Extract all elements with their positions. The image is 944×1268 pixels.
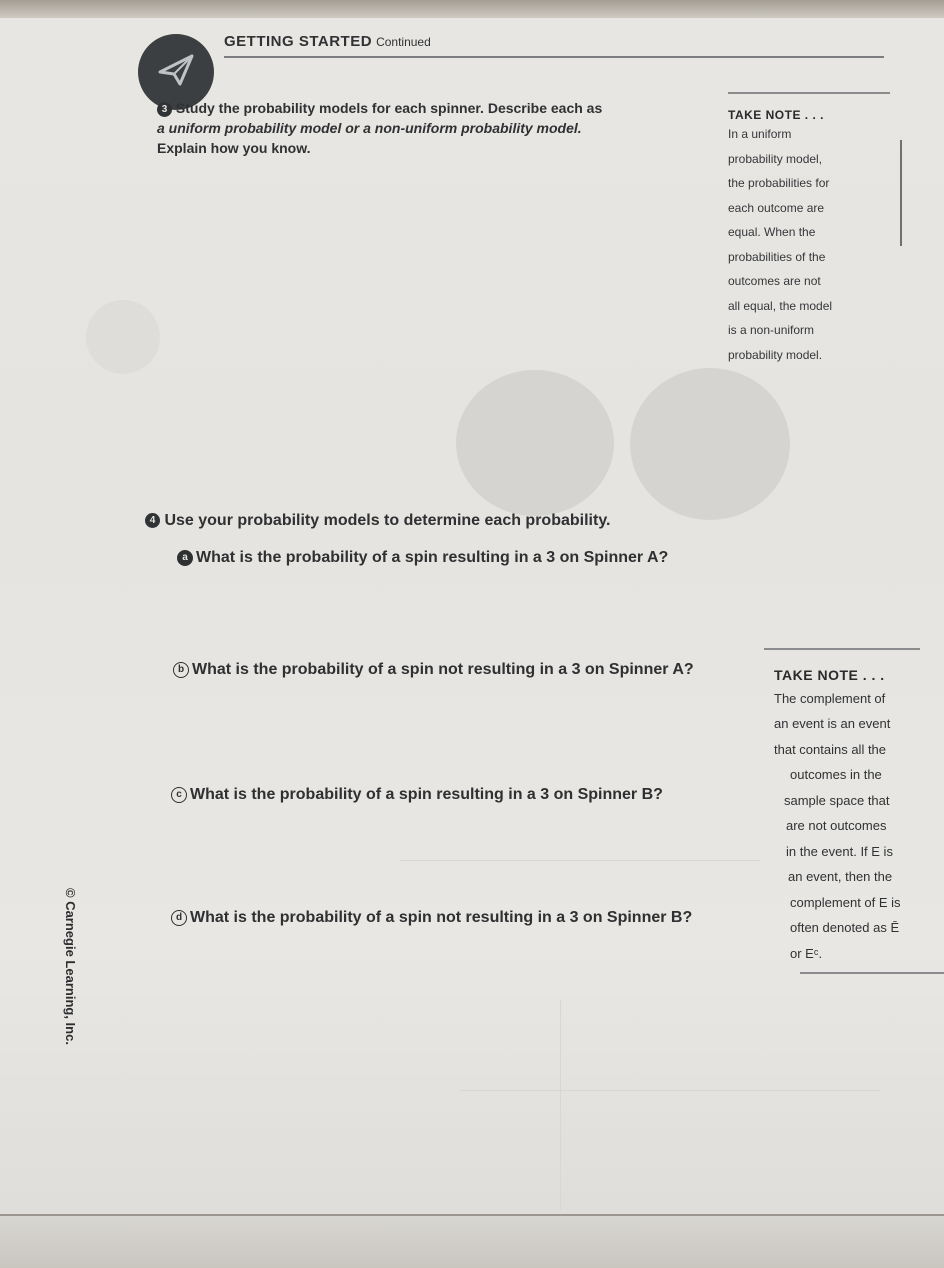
header-rule <box>224 56 884 58</box>
part-letter-badge: a <box>177 550 193 566</box>
take-note-body: In a uniform probability model, the probabilities for each outcome are equal. When the probabilities of the outcomes are not all equal, the model is a non-uniform probability model. <box>728 127 833 362</box>
part-letter-badge: b <box>173 662 189 678</box>
take-note-bottom-rule <box>800 972 944 974</box>
question-3 <box>157 98 677 158</box>
take-note-body: The complement of an event is an event that contains all the outcomes in the sample space that are not outcomes in the event. If E is an event, then the complement of E is often denoted as Ē or Eᶜ. <box>774 690 901 961</box>
spinner-a <box>456 370 614 516</box>
take-note-top-rule <box>764 648 920 650</box>
question-4b: b What is the probability of a spin not resulting in a 3 on Spinner A? <box>173 661 694 679</box>
page-top-edge <box>0 0 944 18</box>
question-3-line-3: Explain how you know. <box>157 140 311 156</box>
faded-circle <box>86 300 160 374</box>
faint-grid-line <box>400 860 760 861</box>
section-title: GETTING STARTED Continued <box>224 33 431 50</box>
take-note-side-bar <box>900 140 902 246</box>
question-4: 4 Use your probability models to determine each probability. <box>145 512 610 530</box>
question-number-badge: 3 <box>157 102 172 117</box>
faint-grid-line <box>560 1000 561 1210</box>
copyright-notice: © Carnegie Learning, Inc. <box>63 888 78 1045</box>
question-3-line-2: a uniform probability model or a non-uniform probability model. <box>157 120 582 136</box>
question-4d: d What is the probability of a spin not resulting in a 3 on Spinner B? <box>171 909 692 927</box>
take-note-top-rule <box>728 92 890 94</box>
question-4a: a What is the probability of a spin resulting in a 3 on Spinner A? <box>177 549 668 567</box>
question-number-badge: 4 <box>145 513 160 528</box>
part-letter-badge: d <box>171 910 187 926</box>
spinner-b <box>630 368 790 520</box>
part-letter-badge: c <box>171 787 187 803</box>
page-bottom-edge <box>0 1214 944 1268</box>
take-note-uniform <box>728 92 890 367</box>
question-3-line-1: 3 Study the probability models for each spinner. Describe each as <box>157 98 677 118</box>
take-note-complement <box>764 648 944 974</box>
question-4c: c What is the probability of a spin resulting in a 3 on Spinner B? <box>171 786 663 804</box>
take-note-title: TAKE NOTE . . . <box>774 666 885 683</box>
take-note-title: TAKE NOTE . . . <box>728 108 824 122</box>
continued-label: Continued <box>376 35 431 49</box>
faint-grid-line <box>460 1090 880 1091</box>
